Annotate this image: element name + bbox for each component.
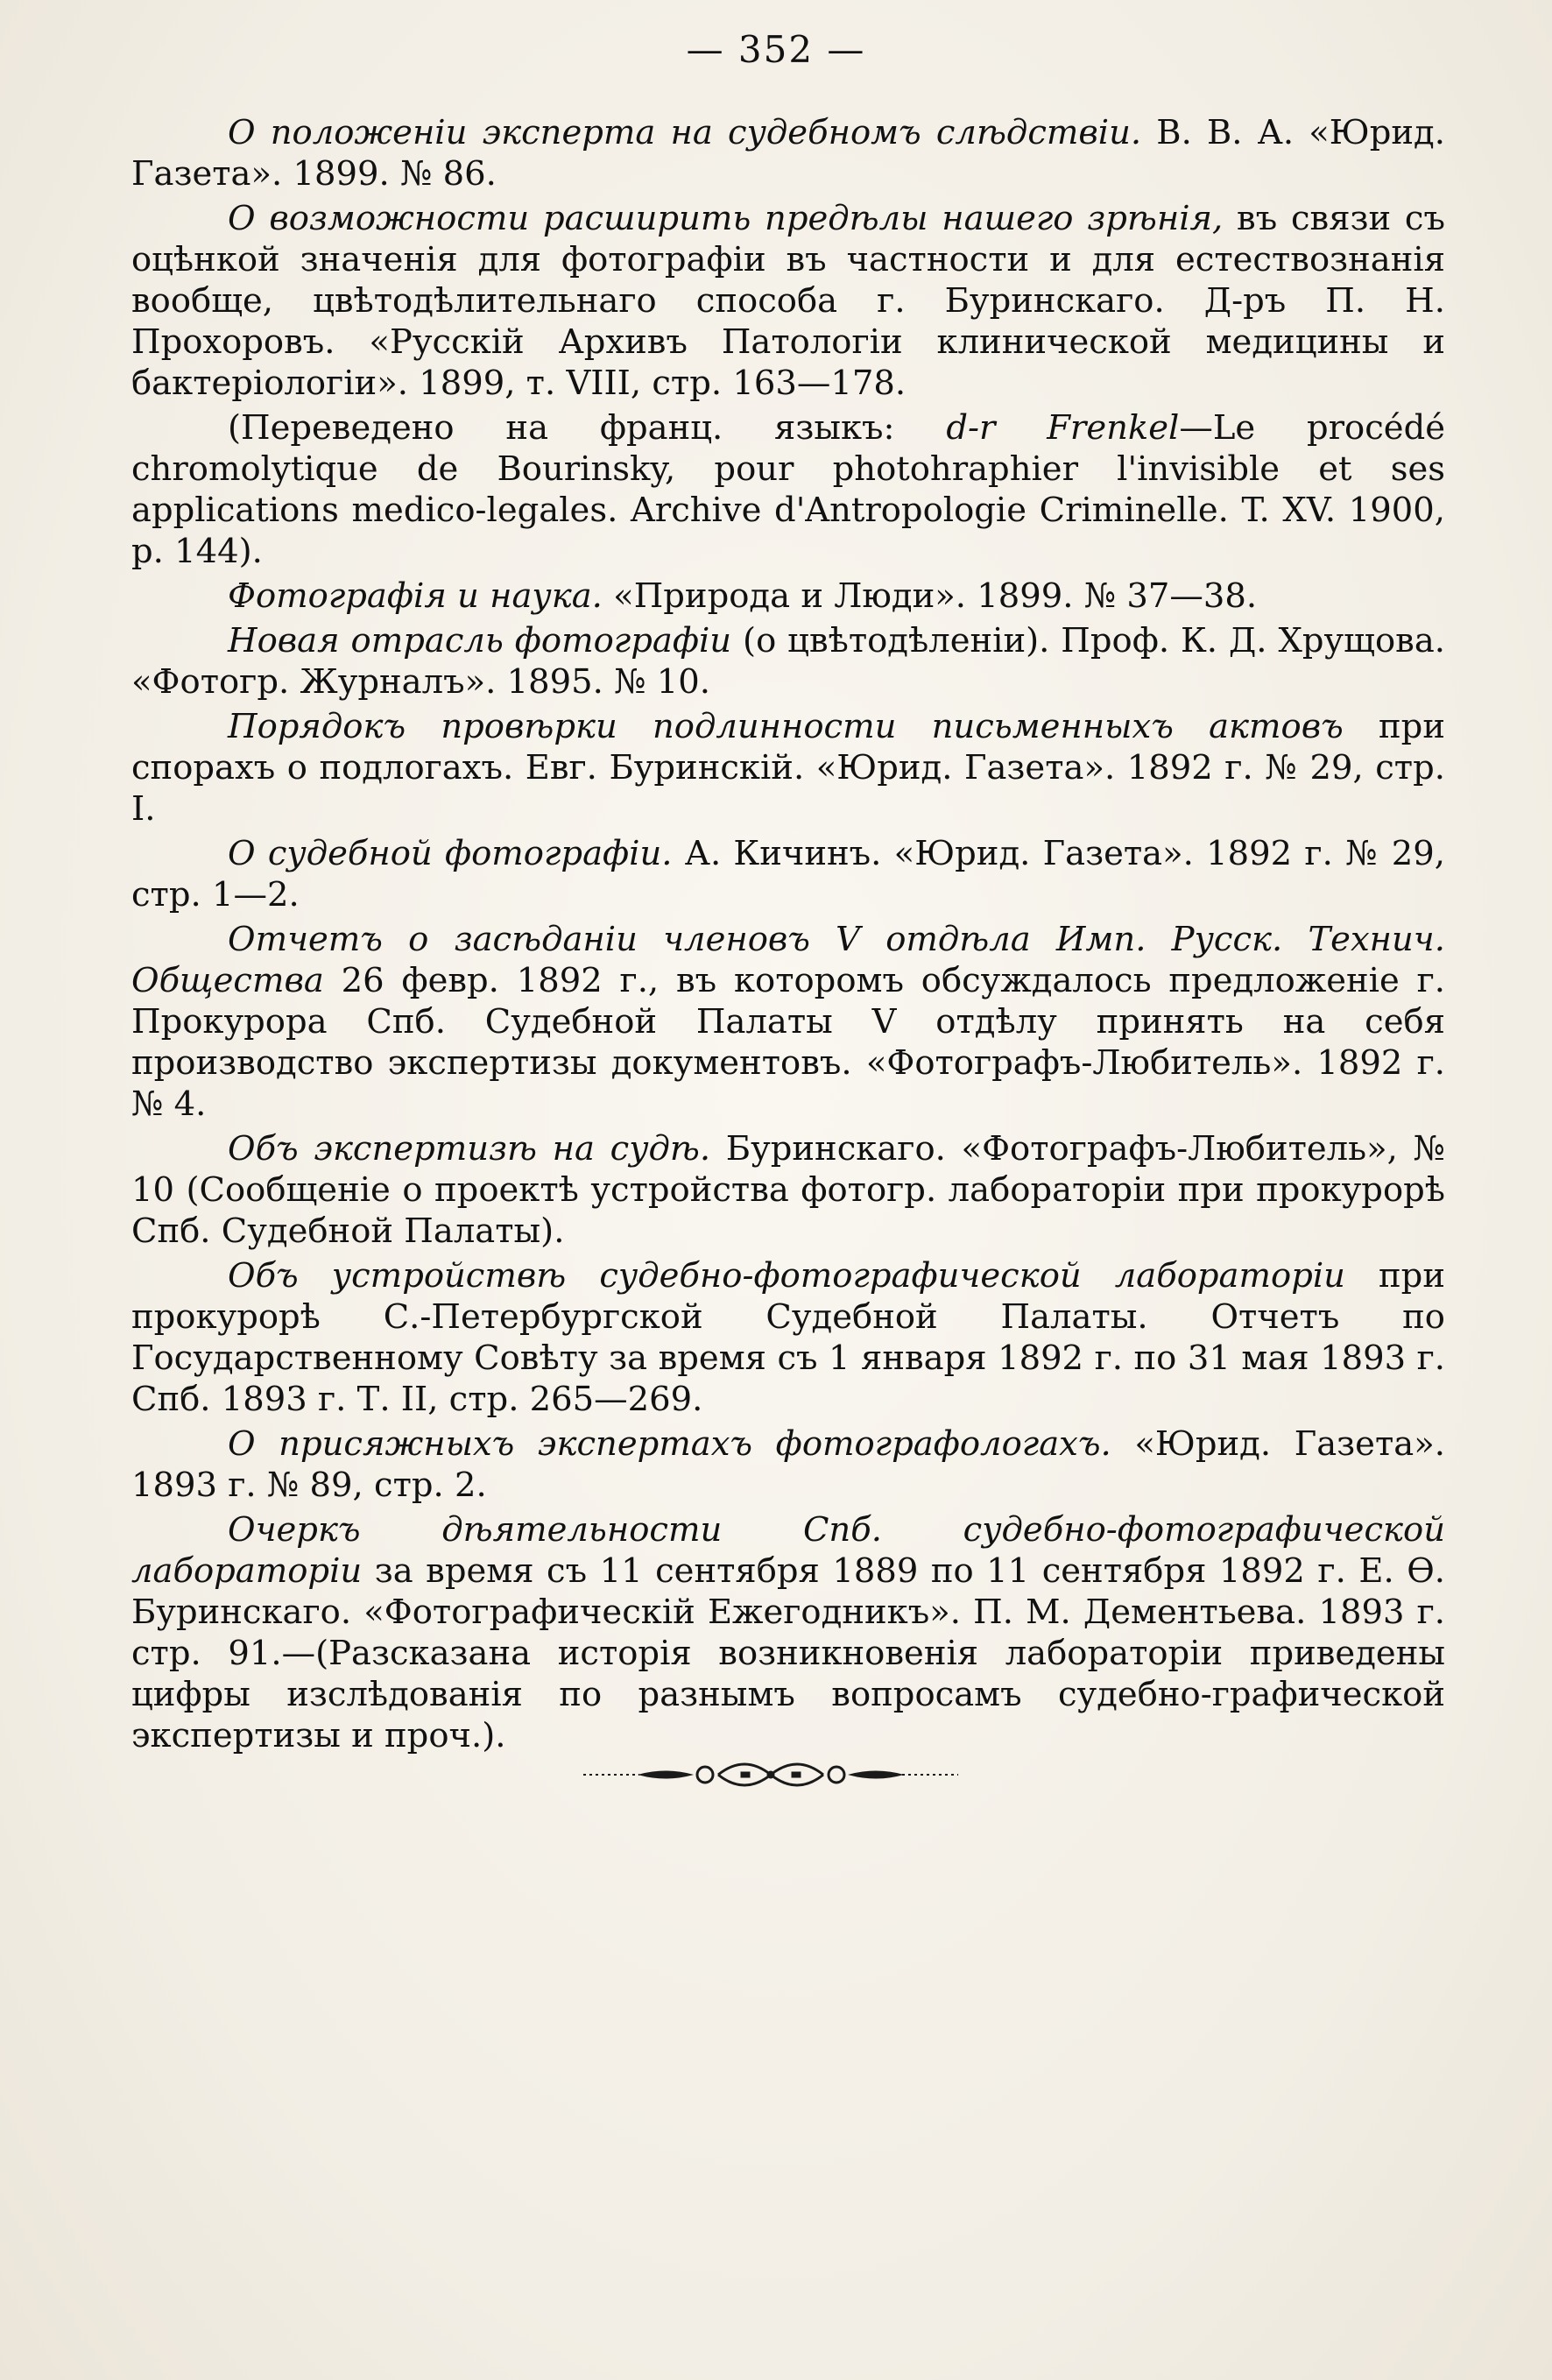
entry-details: за время съ 11 сентября 1889 по 11 сентября 1892 г. Е. Ѳ. Буринскаго. «Фотографическій Ежегодникъ». П. М. Дементьева. 1893 г. стр. 91.—(Разсказана исторія возникновенія лабораторіи приведены цифры изслѣдованія по разнымъ вопросамъ судебно-графической экспертизы и проч.). <box>131 1551 1445 1755</box>
decorative-rule-icon <box>578 1757 963 1792</box>
bibliography-entry <box>131 1509 1445 1756</box>
entry-details: В. В. А. «Юрид. Газета». 1899. № 86. <box>131 113 1445 194</box>
entry-title: Порядокъ провѣрки подлинности письменныхъ актовъ <box>228 707 1344 746</box>
bibliography-entry <box>131 112 1445 194</box>
bibliography-entry-note <box>131 407 1445 572</box>
entry-details: Буринскаго. «Фотографъ-Любитель», № 10 (Сообщеніе о проектѣ устройства фотогр. лабораторіи при прокурорѣ Спб. Судебной Палаты). <box>131 1129 1445 1251</box>
bibliography-entry <box>131 1423 1445 1506</box>
entry-title: Новая отрасль фотографіи <box>228 621 732 660</box>
bibliography-list <box>131 112 1445 1760</box>
entry-details: при спорахъ о подлогахъ. Евг. Буринскій. «Юрид. Газета». 1892 г. № 29, стр. I. <box>131 707 1445 829</box>
entry-details: 26 февр. 1892 г., въ которомъ обсуждалось предложеніе г. Прокурора Спб. Судебной Палаты V отдѣлу принять на себя производство экспертизы документовъ. «Фотографъ-Любитель». 1892 г. № 4. <box>131 961 1445 1124</box>
entry-title: О возможности расширить предѣлы нашего зрѣнія, <box>228 199 1224 238</box>
entry-title: О присяжныхъ экспертахъ фотографологахъ. <box>228 1424 1111 1464</box>
entry-title: Объ экспертизѣ на судѣ. <box>228 1129 711 1169</box>
entry-details: «Природа и Люди». 1899. № 37—38. <box>602 576 1258 616</box>
entry-note-prefix: (Переведено на франц. языкъ: <box>228 408 947 448</box>
bibliography-entry <box>131 198 1445 404</box>
entry-details: А. Кичинъ. «Юрид. Газета». 1892 г. № 29, стр. 1—2. <box>131 834 1445 915</box>
entry-title: О судебной фотографіи. <box>228 834 673 873</box>
bibliography-entry <box>131 1128 1445 1252</box>
bibliography-entry <box>131 1255 1445 1420</box>
entry-details: при прокурорѣ С.-Петербургской Судебной Палаты. Отчетъ по Государственному Совѣту за время съ 1 января 1892 г. по 31 мая 1893 г. Спб. 1893 г. Т. II, стр. 265—269. <box>131 1256 1445 1419</box>
entry-title: Фотографія и наука. <box>228 576 603 616</box>
entry-details: «Юрид. Газета». 1893 г. № 89, стр. 2. <box>131 1424 1445 1505</box>
page-number: — 352 — <box>686 28 866 71</box>
entry-details: (о цвѣтодѣленіи). Проф. К. Д. Хрущова. «Фотогр. Журналъ». 1895. № 10. <box>131 621 1446 702</box>
bibliography-entry <box>131 919 1445 1125</box>
entry-title: Объ устройствѣ судебно-фотографической лабораторіи <box>228 1256 1345 1296</box>
entry-details: —Le procédé chromolytique de Bourinsky, pour photohraphier l'invisible et ses applications medico-legales. Archive d'Antropologie Criminelle. T. XV. 1900, p. 144). <box>131 408 1445 571</box>
entry-title: О положеніи эксперта на судебномъ слѣдствіи. <box>228 113 1142 152</box>
entry-note-author: d-r Frenkel <box>946 408 1180 448</box>
bibliography-entry <box>131 706 1445 830</box>
entry-title: Отчетъ о засѣданіи членовъ V отдѣла Имп. Русск. Технич. Общества <box>131 920 1445 1000</box>
bibliography-entry <box>131 833 1445 915</box>
entry-title: Очеркъ дѣятельности Спб. судебно-фотографической лабораторіи <box>131 1510 1445 1591</box>
bibliography-entry <box>131 620 1445 703</box>
bibliography-entry <box>131 576 1445 617</box>
entry-details: въ связи съ оцѣнкой значенія для фотографіи въ частности и для естествознанія вообще, цвѣтодѣлительнаго способа г. Буринскаго. Д-ръ П. Н. Прохоровъ. «Русскій Архивъ Патологіи клинической медицины и бактеріологіи». 1899, т. VIII, стр. 163—178. <box>131 199 1445 403</box>
